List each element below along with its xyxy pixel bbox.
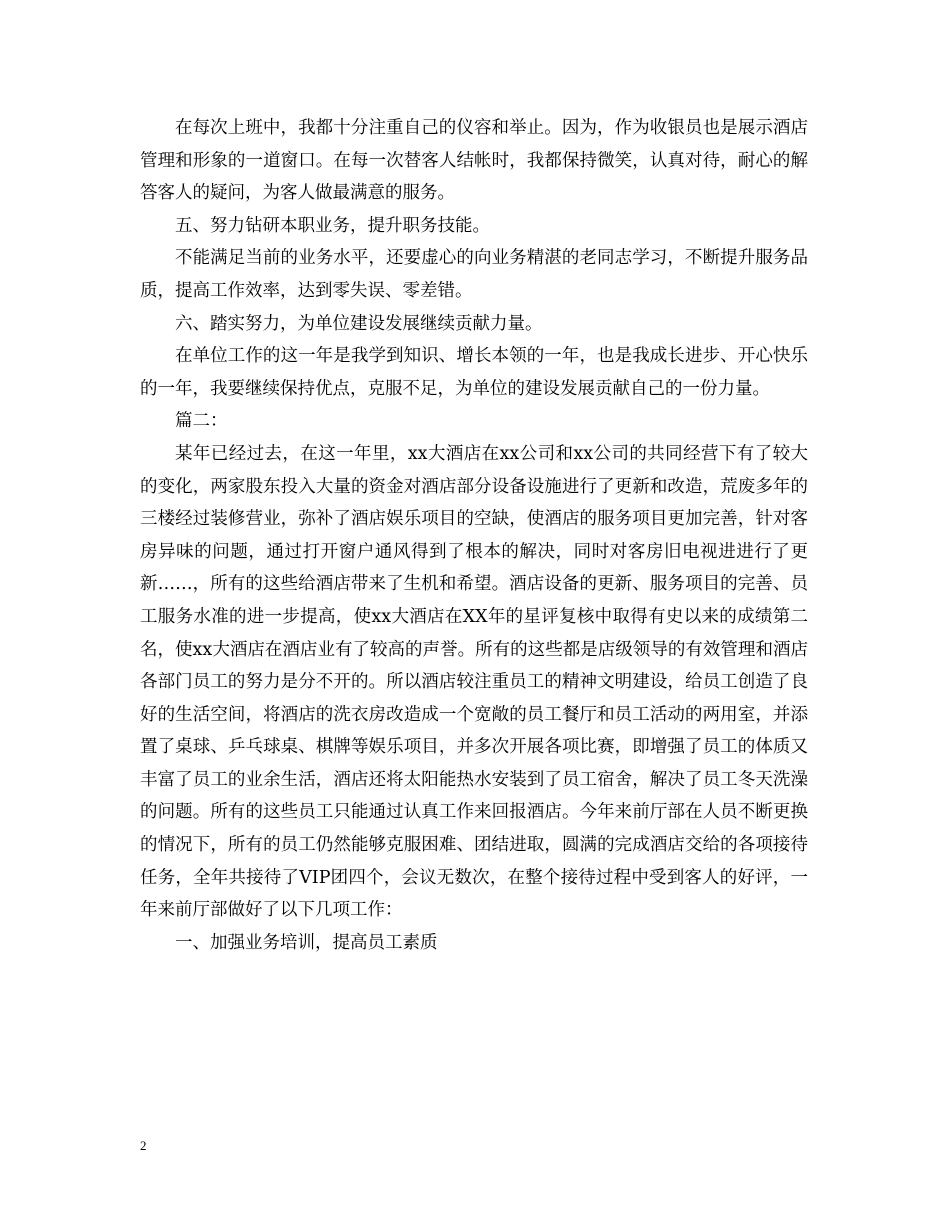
document-body [140, 112, 808, 959]
page-number: 2 [140, 1138, 147, 1153]
paragraph: 在单位工作的这一年是我学到知识、增长本领的一年，也是我成长进步、开心快乐的一年，我要继续保持优点，克服不足，为单位的建设发展贡献自己的一份力量。 [140, 346, 808, 399]
section-heading: 六、踏实努力，为单位建设发展继续贡献力量。 [175, 313, 543, 334]
paragraph: 不能满足当前的业务水平，还要虚心的向业务精湛的老同志学习，不断提升服务品质，提高工作效率，达到零失误、零差错。 [140, 248, 808, 301]
part-heading: 篇二： [175, 411, 228, 432]
paragraph: 在每次上班中，我都十分注重自己的仪容和举止。因为，作为收银员也是展示酒店管理和形象的一道窗口。在每一次替客人结帐时，我都保持微笑，认真对待，耐心的解答客人的疑问，为客人做最满意的服务。 [140, 118, 808, 204]
section-heading: 一、加强业务培训，提高员工素质 [175, 932, 438, 953]
section-heading: 五、努力钻研本职业务，提升职务技能。 [175, 215, 490, 236]
paragraph: 某年已经过去，在这一年里，xx大酒店在xx公司和xx公司的共同经营下有了较大的变化，两家股东投入大量的资金对酒店部分设备设施进行了更新和改造，荒废多年的三楼经过装修营业，弥补了酒店娱乐项目的空缺，使酒店的服务项目更加完善，针对客房异味的问题，通过打开窗户通风得到了根本的解决，同时对客房旧电视进进行了更新……，所有的这些给酒店带来了生机和希望。酒店设备的更新、服务项目的完善、员工服务水准的进一步提高，使xx大酒店在XX年的星评复核中取得有史以来的成绩第二名，使xx大酒店在酒店业有了较高的声誉。所有的这些都是店级领导的有效管理和酒店各部门员工的努力是分不开的。所以酒店较注重员工的精神文明建设，给员工创造了良好的生活空间，将酒店的洗衣房改造成一个宽敞的员工餐厅和员工活动的两用室，并添置了桌球、乒乓球桌、棋牌等娱乐项目，并多次开展各项比赛，即增强了员工的体质又丰富了员工的业余生活，酒店还将太阳能热水安装到了员工宿舍，解决了员工冬天洗澡的问题。所有的这些员工只能通过认真工作来回报酒店。今年来前厅部在人员不断更换的情况下，所有的员工仍然能够克服困难、团结进取，圆满的完成酒店交给的各项接待任务，全年共接待了VIP团四个，会议无数次，在整个接待过程中受到客人的好评，一年来前厅部做好了以下几项工作： [140, 443, 808, 921]
